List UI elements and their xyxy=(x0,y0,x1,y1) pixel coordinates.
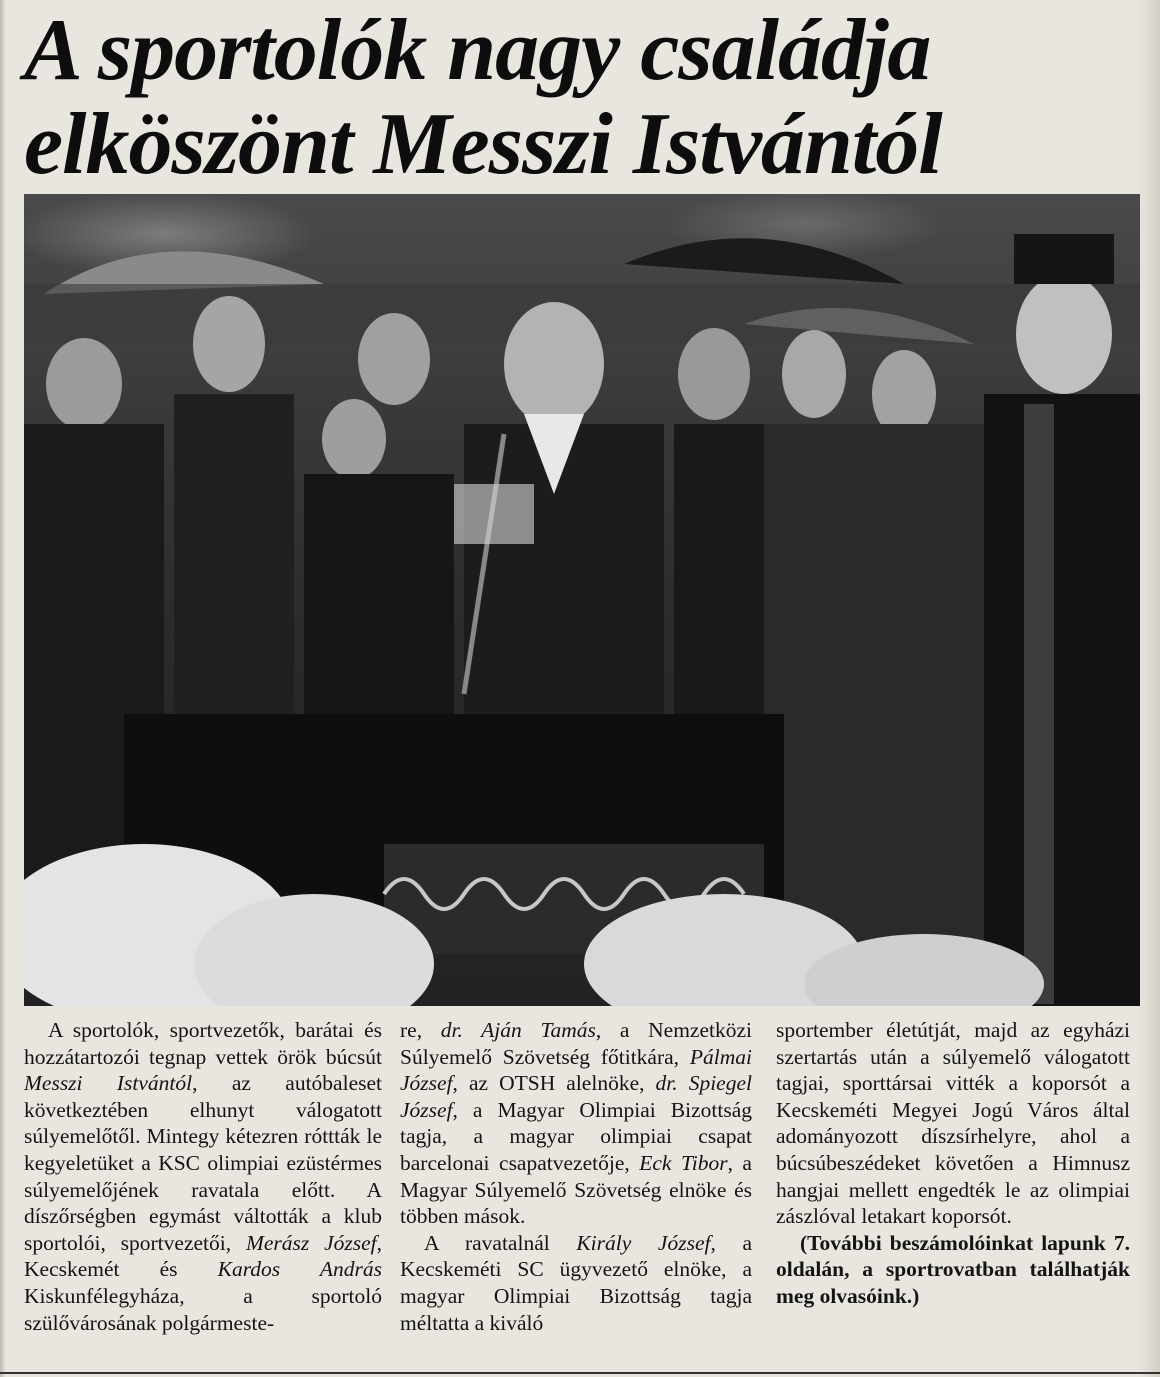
speech-paper xyxy=(454,484,534,544)
page-edge-left xyxy=(0,0,6,1377)
head xyxy=(358,313,430,405)
speaker-head xyxy=(504,302,604,426)
head xyxy=(193,296,265,392)
article-paragraph: sportember életútját, majd az egyházi szertartás után a súlyemelő válogatott tagjai, sporttársai vitték a koporsót a Kecskeméti Megyei Jogú Város által adományozott díszsírhelyre, ahol a búcsúbeszédeket követően a Himnusz hangjai mellett engedték le az olimpiai zászlóval letakart koporsót. xyxy=(776,1018,1130,1229)
page-edge-right xyxy=(1138,0,1160,1377)
bottom-rule xyxy=(0,1372,1160,1374)
article-paragraph: A sportolók, sportvezetők, barátai és hozzátartozói tegnap vettek örök búcsút Messzi Istvántól, az autóbaleset következtében elhunyt válogatott súlyemelőtől. Mintegy kétezren róttták le kegyeletüket a KSC olimpiai ezüstérmes súlyemelőjének ravatala előtt. A díszőrségben egymást váltották a klub sportolói, sportvezetői, Merász József, Kecskemét és Kardos András Kiskunfélegyháza, a sportoló szülővárosának polgármeste- xyxy=(24,1018,382,1335)
article-paragraph: re, dr. Aján Tamás, a Nemzetközi Súlyemelő Szövetség főtitkára, Pálmai József, az OTSH alelnöke, dr. Spiegel József, a Magyar Olimpiai Bizottság tagja, a magyar olimpiai csapat barcelonai csapatvezetője, Eck Tibor, a Magyar Súlyemelő Szövetség elnöke és többen mások. xyxy=(400,1018,752,1229)
umbrella-2 xyxy=(624,238,904,284)
head xyxy=(678,328,750,420)
priest-hat xyxy=(1014,234,1114,284)
funeral-photo xyxy=(24,194,1140,1006)
article-column-2 xyxy=(400,1017,752,1336)
article-column-3 xyxy=(776,1017,1130,1310)
head xyxy=(782,330,846,418)
head xyxy=(46,338,122,430)
article-footnote: (További beszámolóinkat lapunk 7. oldalán, a sportrovatban találhatják meg olvasóink.) xyxy=(776,1230,1130,1308)
article-paragraph: A ravatalnál Király József, a Kecskeméti SC ügyvezető elnöke, a magyar Olimpiai Bizottság tagja méltatta a kiváló xyxy=(400,1230,753,1335)
headline-line-1: A sportolók nagy családja xyxy=(24,2,931,99)
funeral-photo-illustration xyxy=(24,194,1140,1006)
headline-line-2: elköszönt Messzi Istvántól xyxy=(24,96,942,193)
headline xyxy=(24,4,1134,192)
head xyxy=(322,399,386,479)
priest-robe xyxy=(984,394,1140,1006)
article-column-1 xyxy=(24,1017,382,1336)
priest-head xyxy=(1016,274,1112,394)
